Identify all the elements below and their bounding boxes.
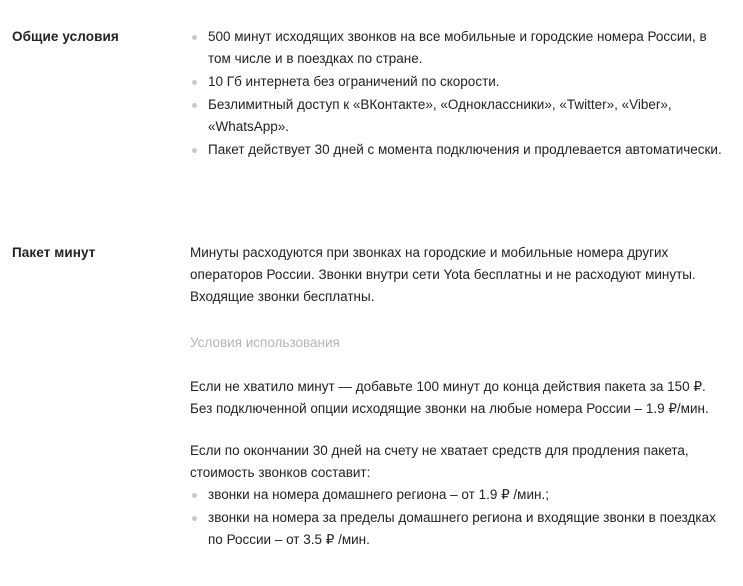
list-item: 500 минут исходящих звонков на все мобильные и городские номера России, в том числе и в поездках по стране. [190,26,723,70]
section-title-general-terms: Общие условия [12,29,119,44]
section-title-minutes-package: Пакет минут [12,245,96,260]
section-body-general-terms [190,26,723,162]
list-item: Безлимитный доступ к «ВКонтакте», «Одноклассники», «Twitter», «Viber», «WhatsApp». [190,94,723,138]
section-general-terms [12,26,723,162]
usage-conditions-subheading: Условия использования [190,335,340,350]
list-item: Пакет действует 30 дней с момента подключения и продлевается автоматически. [190,139,723,161]
minutes-topup-paragraph: Если не хватило минут — добавьте 100 минут до конца действия пакета за 150 ₽. Без подключенной опции исходящие звонки на любые номера России – 1.9 ₽/мин. [190,379,709,416]
list-item: 10 Гб интернета без ограничений по скорости. [190,71,723,93]
section-divider-space [12,162,723,242]
section-minutes-package [12,242,723,552]
general-terms-list [190,26,723,161]
minutes-rates-list [190,484,723,551]
minutes-intro-paragraph: Минуты расходуются при звонках на городские и мобильные номера других операторов России. Звонки внутри сети Yota бесплатны и не расходуют минуты. Входящие звонки бесплатны. [190,245,696,304]
list-item: звонки на номера домашнего региона – от 1.9 ₽ /мин.; [190,484,723,506]
minutes-expiry-paragraph: Если по окончании 30 дней на счету не хватает средств для продления пакета, стоимость звонков составит: [190,443,689,480]
list-item: звонки на номера за пределы домашнего региона и входящие звонки в поездках по России – от 3.5 ₽ /мин. [190,507,723,551]
section-body-minutes-package [190,242,723,552]
